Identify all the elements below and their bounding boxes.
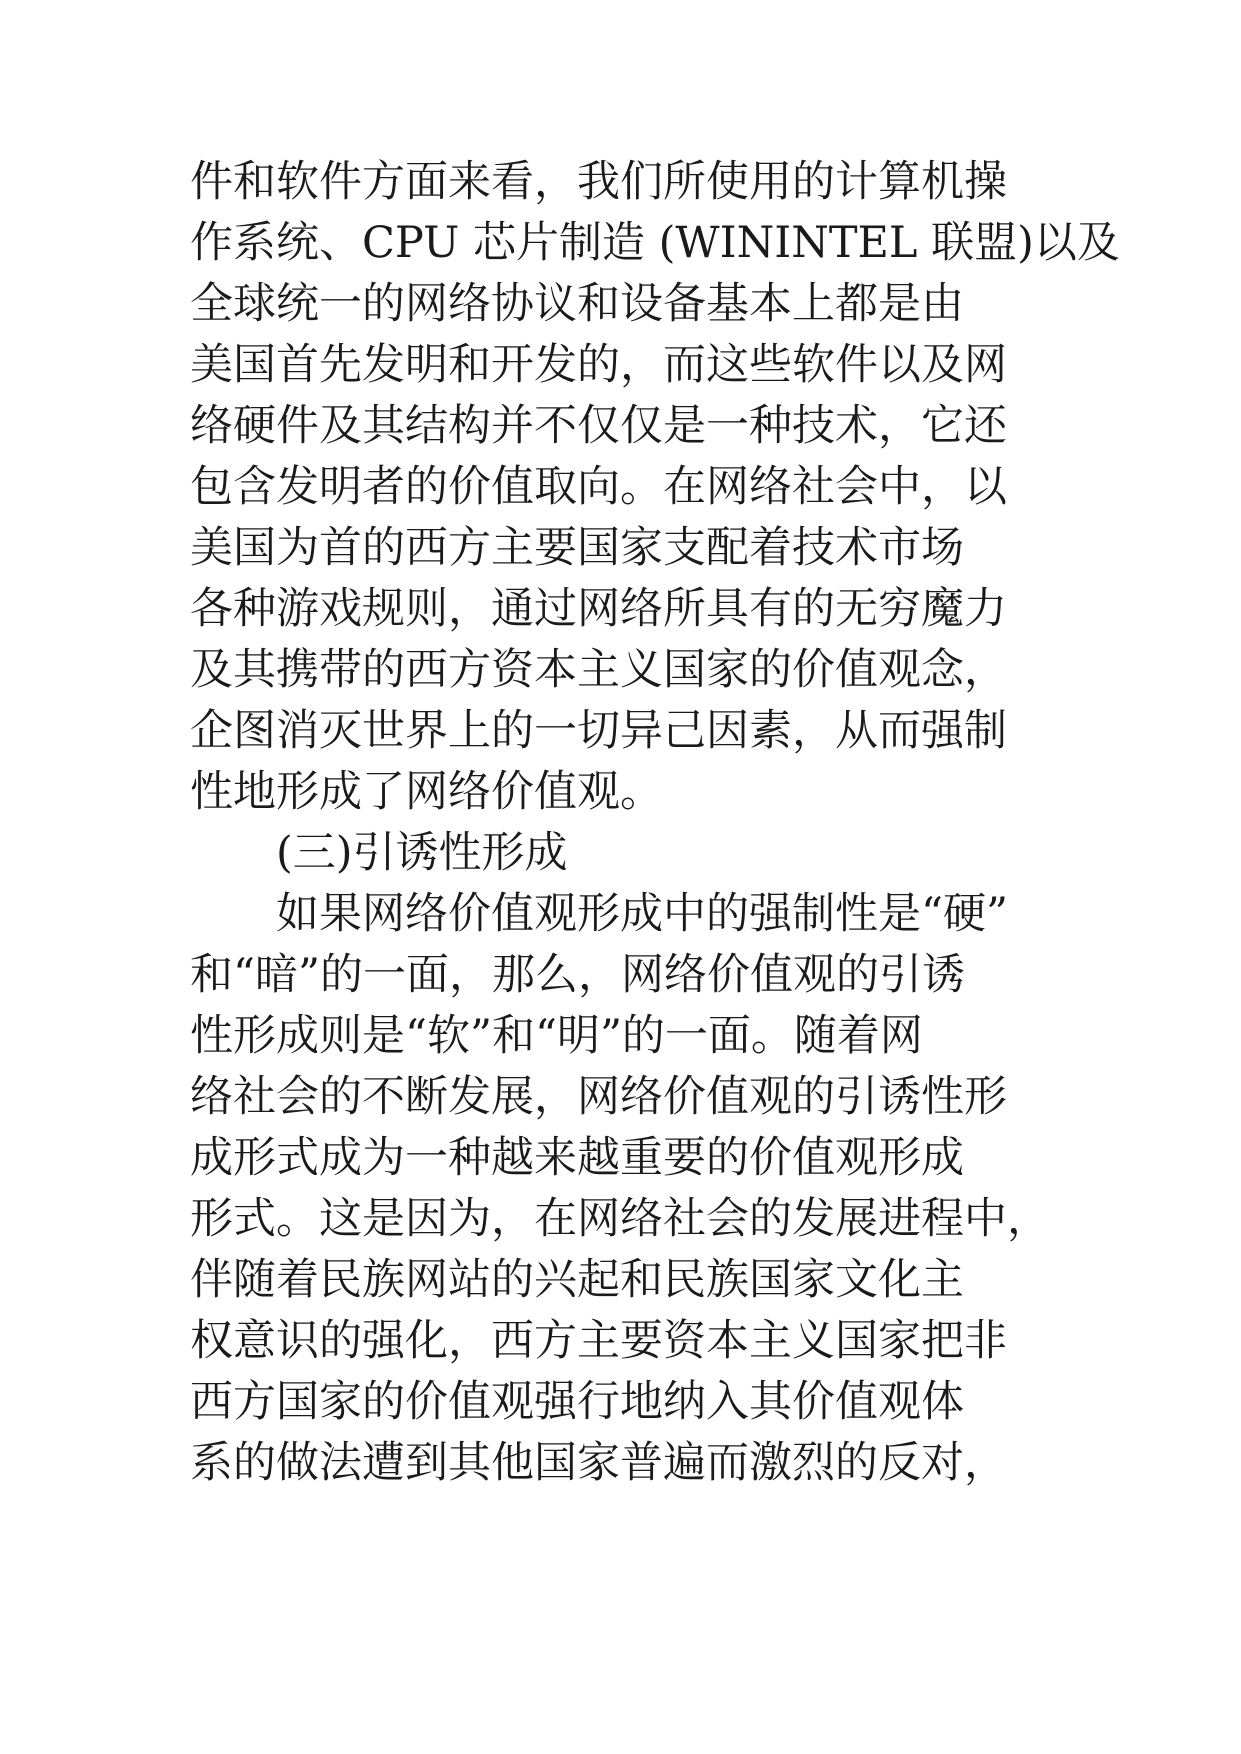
text-line: 性形成则是“软”和“明”的一面。随着网 [190, 1011, 923, 1061]
text-line: 作系统、CPU 芯片制造 (WININTEL 联盟)以及 [190, 218, 1120, 268]
text-line: 企图消灭世界上的一切异己因素，从而强制 [190, 706, 1007, 756]
text-line: 系的做法遭到其他国家普遍而激烈的反对， [190, 1438, 1007, 1488]
text-line: 络硬件及其结构并不仅仅是一种技术，它还 [190, 401, 1007, 451]
text-line: 伴随着民族网站的兴起和民族国家文化主 [190, 1255, 964, 1305]
text-line: 全球统一的网络协议和设备基本上都是由 [190, 279, 964, 329]
text-line: 成形式成为一种越来越重要的价值观形成 [190, 1133, 964, 1183]
text-line: 件和软件方面来看，我们所使用的计算机操 [190, 157, 1007, 207]
text-line: 及其携带的西方资本主义国家的价值观念， [190, 645, 1007, 695]
paragraph-first-line: 如果网络价值观形成中的强制性是“硬” [276, 889, 1008, 939]
text-line: 性地形成了网络价值观。 [190, 767, 663, 817]
text-line: 和“暗”的一面，那么，网络价值观的引诱 [190, 950, 965, 1000]
section-heading: (三)引诱性形成 [276, 828, 568, 878]
text-line: 络社会的不断发展，网络价值观的引诱性形 [190, 1072, 1007, 1122]
text-line: 美国首先发明和开发的，而这些软件以及网 [190, 340, 1007, 390]
text-line: 美国为首的西方主要国家支配着技术市场 [190, 523, 964, 573]
text-line: 各种游戏规则，通过网络所具有的无穷魔力 [190, 584, 1007, 634]
text-line: 包含发明者的价值取向。在网络社会中，以 [190, 462, 1007, 512]
body-text [190, 152, 1120, 1494]
text-line: 西方国家的价值观强行地纳入其价值观体 [190, 1377, 964, 1427]
text-line: 形式。这是因为，在网络社会的发展进程中， [190, 1194, 1050, 1244]
text-line: 权意识的强化，西方主要资本主义国家把非 [190, 1316, 1007, 1366]
